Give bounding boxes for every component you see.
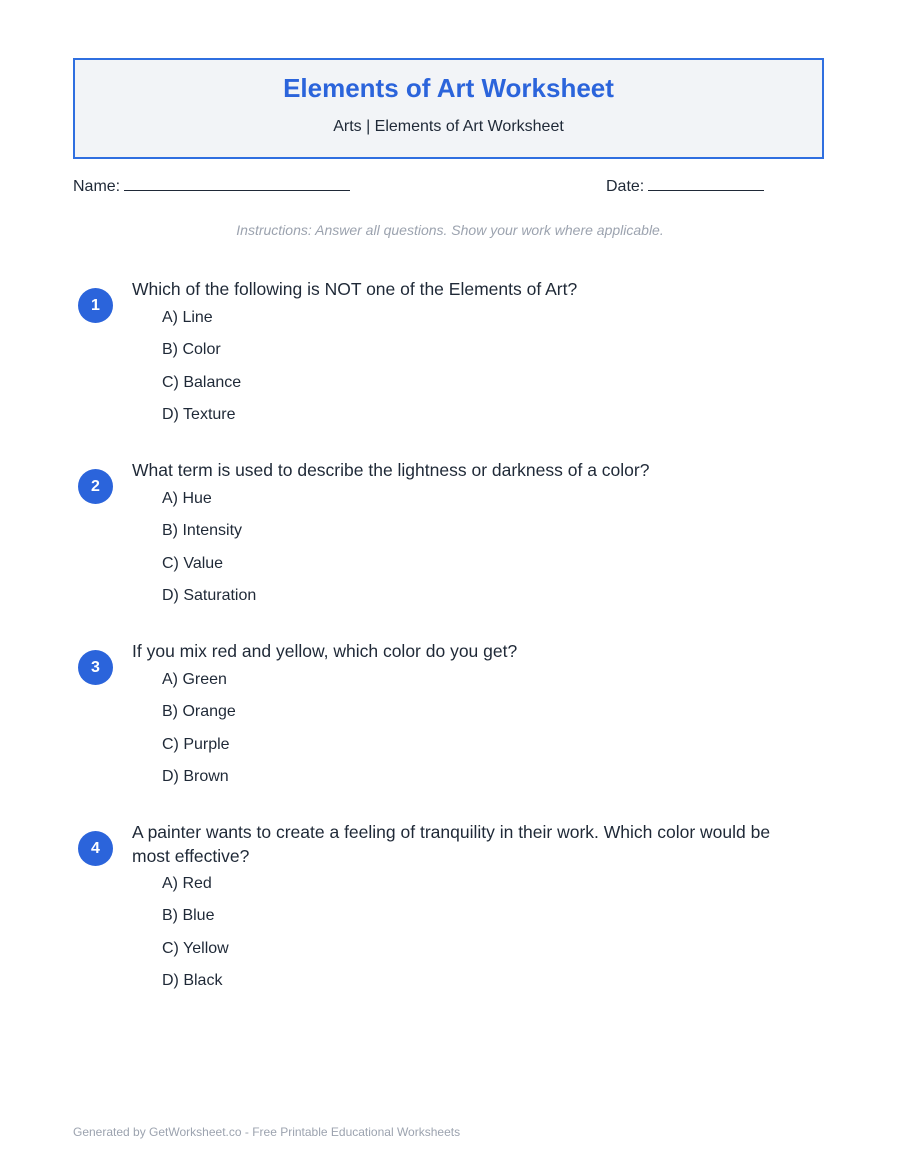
- date-field: [606, 177, 764, 197]
- footer-credit: Generated by GetWorksheet.co - Free Printable Educational Worksheets: [73, 1125, 461, 1139]
- option-b[interactable]: B) Color: [162, 341, 221, 359]
- option-d[interactable]: D) Black: [162, 971, 223, 989]
- question-number-badge: 4: [78, 831, 113, 866]
- worksheet-header: [73, 58, 824, 159]
- question-number-badge: 1: [78, 288, 113, 323]
- worksheet-title: Elements of Art Worksheet: [283, 73, 614, 103]
- option-b[interactable]: B) Orange: [162, 703, 236, 721]
- option-c[interactable]: C) Balance: [162, 373, 242, 391]
- question-number-badge: 3: [78, 650, 113, 685]
- option-list: [162, 489, 256, 618]
- option-a[interactable]: A) Green: [162, 671, 227, 688]
- option-c[interactable]: C) Purple: [162, 735, 230, 753]
- option-b[interactable]: B) Intensity: [162, 522, 243, 540]
- question-text: A painter wants to create a feeling of tranquility in their work. Which color would be most effective?: [132, 822, 771, 866]
- name-blank-line[interactable]: [124, 178, 350, 191]
- option-c[interactable]: C) Yellow: [162, 939, 229, 957]
- option-list: [162, 874, 229, 1003]
- instructions: Instructions: Answer all questions. Show your work where applicable.: [236, 222, 664, 238]
- option-d[interactable]: D) Brown: [162, 767, 229, 785]
- option-list: [162, 670, 236, 799]
- option-a[interactable]: A) Line: [162, 309, 213, 326]
- date-label: Date:: [606, 178, 645, 195]
- name-field: [73, 177, 350, 197]
- option-list: [162, 308, 241, 437]
- name-label: Name:: [73, 178, 121, 195]
- question-number-badge: 2: [78, 469, 113, 504]
- date-blank-line[interactable]: [648, 178, 764, 191]
- option-d[interactable]: D) Texture: [162, 405, 236, 423]
- question-text: Which of the following is NOT one of the Elements of Art?: [132, 279, 578, 299]
- option-a[interactable]: A) Hue: [162, 490, 212, 507]
- question-text: What term is used to describe the lightness or darkness of a color?: [132, 460, 650, 480]
- worksheet-subtitle: Arts | Elements of Art Worksheet: [333, 118, 564, 135]
- option-d[interactable]: D) Saturation: [162, 586, 257, 604]
- question-text: If you mix red and yellow, which color do you get?: [132, 641, 518, 661]
- option-b[interactable]: B) Blue: [162, 907, 215, 925]
- option-c[interactable]: C) Value: [162, 554, 224, 572]
- option-a[interactable]: A) Red: [162, 875, 212, 892]
